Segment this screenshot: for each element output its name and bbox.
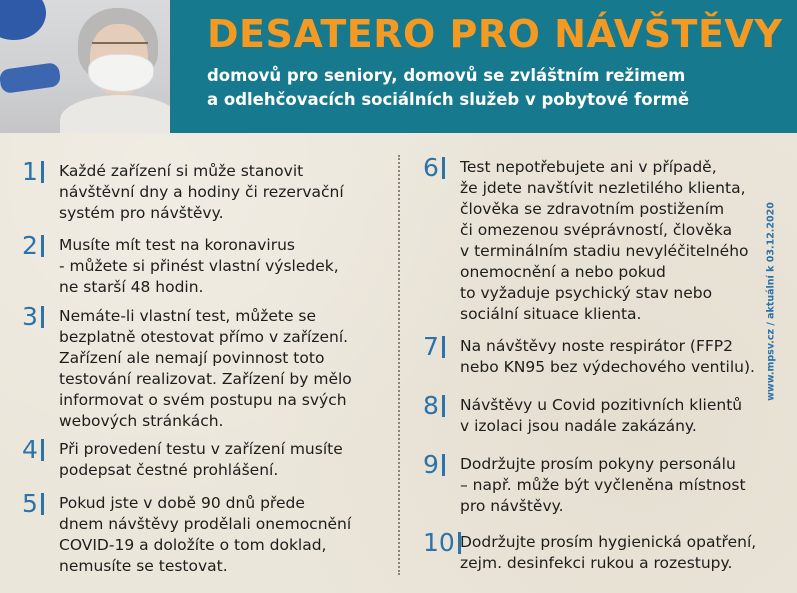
rule-text: Každé zařízení si může stanovit návštěvní dny a hodiny či rezervační systém pro návštěvy. bbox=[59, 162, 344, 222]
rule-number: 4 bbox=[22, 436, 56, 464]
subtitle-line-1: domovů pro seniory, domovů se zvláštním režimem bbox=[207, 66, 686, 85]
rule-text: Nemáte-li vlastní test, můžete se bezplatně otestovat přímo v zařízení. Zařízení ale nemají povinnost toto testování realizovat. Zařízení by mělo informovat o svém postupu na svých webových stránkách. bbox=[59, 307, 352, 430]
source-note: www.mpsv.cz / aktuální k 03.12.2020 bbox=[765, 202, 777, 401]
rule-number: 7 bbox=[423, 333, 457, 361]
page-title: DESATERO PRO NÁVŠTĚVY bbox=[207, 12, 783, 56]
rule-text: Musíte mít test na koronavirus - můžete si přinést vlastní výsledek, ne starší 48 hodin. bbox=[59, 236, 339, 296]
header bbox=[0, 0, 797, 133]
header-banner bbox=[170, 0, 797, 133]
rule-text: Na návštěvy noste respirátor (FFP2 nebo KN95 bez výdechového ventilu). bbox=[460, 337, 755, 376]
column-divider bbox=[398, 155, 400, 575]
rule-text: Test nepotřebujete ani v případě, že jdete navštívit nezletilého klienta, člověka se zdravotním postižením či omezenou svéprávností, člověka v terminálním stadiu nevyléčitelného onemocnění a nebo pokud to vyžaduje psychický stav nebo sociální situace klienta. bbox=[460, 158, 749, 323]
rule-number: 9 bbox=[423, 451, 457, 479]
rule-number: 10 bbox=[423, 529, 457, 557]
page-subtitle bbox=[207, 64, 689, 112]
header-photo bbox=[0, 0, 170, 133]
rule-text: Pokud jste v době 90 dnů přede dnem návštěvy prodělali onemocnění COVID-19 a doložíte o tom doklad, nemusíte se testovat. bbox=[59, 494, 352, 575]
rule-text: Dodržujte prosím pokyny personálu – např. může být vyčleněna místnost pro návštěvy. bbox=[460, 455, 746, 515]
rule-number: 8 bbox=[423, 392, 457, 420]
rule-text: Dodržujte prosím hygienická opatření, zejm. desinfekci rukou a rozestupy. bbox=[460, 533, 757, 572]
subtitle-line-2: a odlehčovacích sociálních služeb v pobytové formě bbox=[207, 90, 690, 109]
rule-number: 3 bbox=[22, 303, 56, 331]
rule-number: 5 bbox=[22, 490, 56, 518]
rule-text: Návštěvy u Covid pozitivních klientů v izolaci jsou nadále zakázány. bbox=[460, 396, 743, 435]
rule-number: 1 bbox=[22, 158, 56, 186]
rule-number: 2 bbox=[22, 232, 56, 260]
rule-number: 6 bbox=[423, 154, 457, 182]
rule-text: Při provedení testu v zařízení musíte podepsat čestné prohlášení. bbox=[59, 440, 343, 479]
